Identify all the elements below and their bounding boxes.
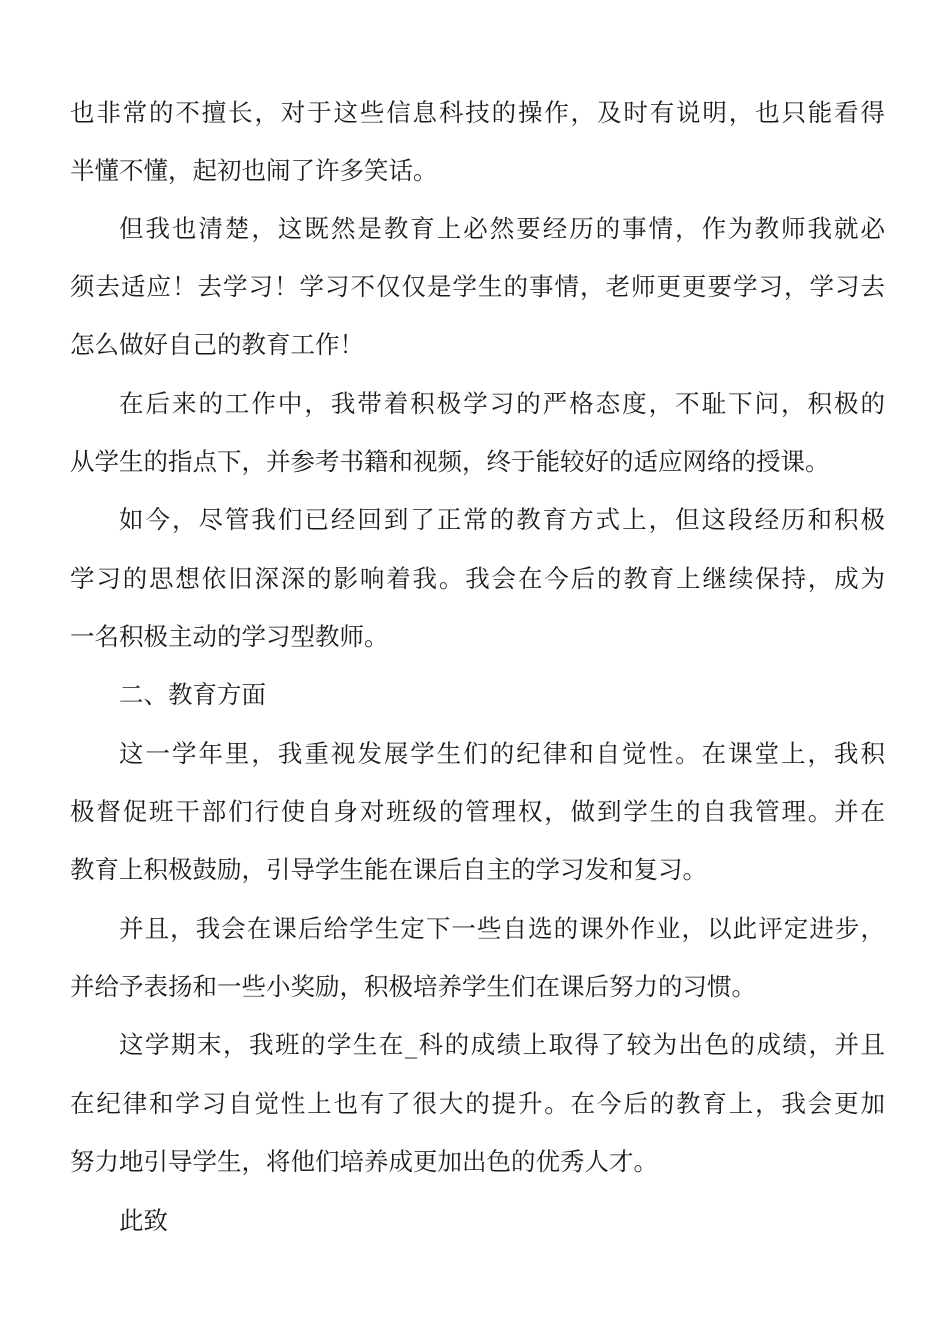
paragraph-line: 如今，尽管我们已经回到了正常的教育方式上，但这段经历和积极 [119,505,885,534]
paragraph-line: 从学生的指点下，并参考书籍和视频，终于能较好的适应网络的授课。 [70,447,830,476]
paragraph-line: 怎么做好自己的教育工作！ [70,330,364,359]
paragraph-line: 极督促班干部们行使自身对班级的管理权，做到学生的自我管理。并在 [70,797,885,826]
paragraph-line: 努力地引导学生，将他们培养成更加出色的优秀人才。 [70,1147,658,1176]
paragraph-line: 一名积极主动的学习型教师。 [70,622,389,651]
paragraph-line: 教育上积极鼓励，引导学生能在课后自主的学习发和复习。 [70,855,707,884]
paragraph-line: 并给予表扬和一些小奖励，积极培养学生们在课后努力的习惯。 [70,972,756,1001]
paragraph-line: 并且，我会在课后给学生定下一些自选的课外作业，以此评定进步， [119,914,885,943]
paragraph-line: 半懂不懂，起初也闹了许多笑话。 [70,156,438,185]
paragraph-line: 在后来的工作中，我带着积极学习的严格态度，不耻下问，积极的 [119,389,885,418]
closing-salutation: 此致 [119,1206,168,1235]
paragraph-line: 学习的思想依旧深深的影响着我。我会在今后的教育上继续保持，成为 [70,564,885,593]
paragraph-line: 但我也清楚，这既然是教育上必然要经历的事情，作为教师我就必 [119,214,885,243]
paragraph-line: 在纪律和学习自觉性上也有了很大的提升。在今后的教育上，我会更加 [70,1089,885,1118]
paragraph-line: 这学期末，我班的学生在_科的成绩上取得了较为出色的成绩，并且 [119,1030,885,1059]
paragraph-line: 须去适应！去学习！学习不仅仅是学生的事情，老师更更要学习，学习去 [70,272,885,301]
section-heading: 二、教育方面 [119,680,266,709]
paragraph-line: 也非常的不擅长，对于这些信息科技的操作，及时有说明，也只能看得 [70,98,885,127]
paragraph-line: 这一学年里，我重视发展学生们的纪律和自觉性。在课堂上，我积 [119,739,885,768]
